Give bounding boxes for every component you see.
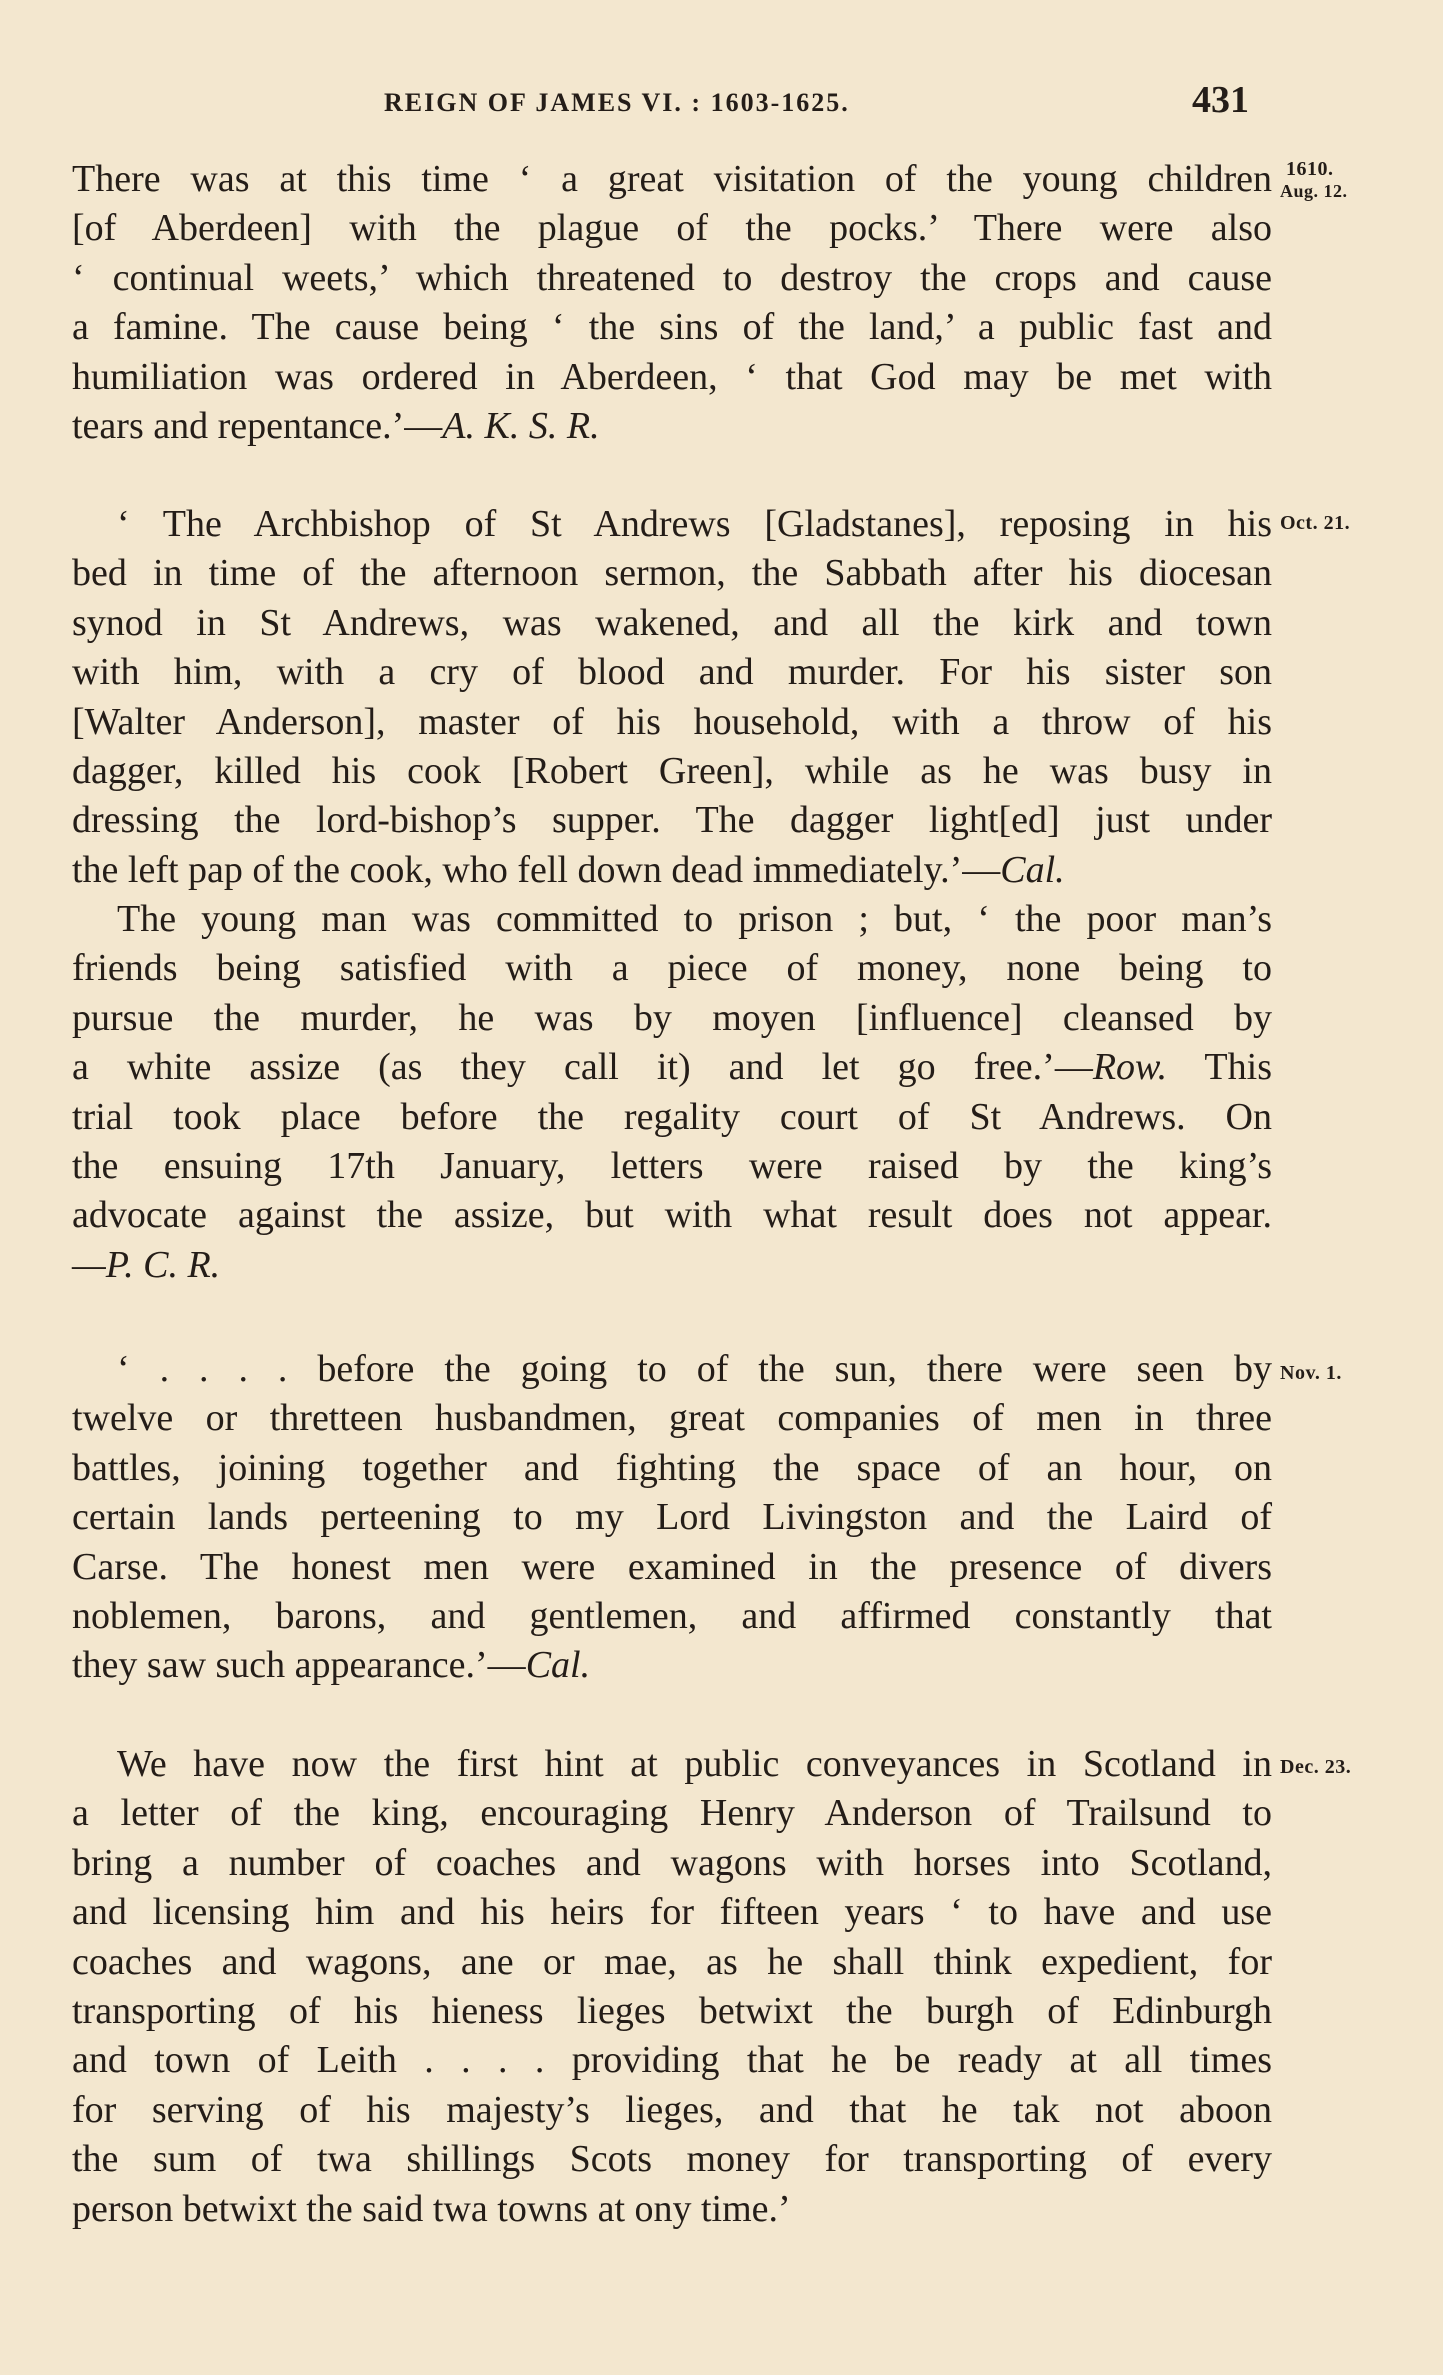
paragraph-4 [72, 1345, 1272, 1691]
source-citation: A. K. S. R. [442, 404, 600, 447]
running-header [72, 78, 1272, 128]
source-citation: Row. [1092, 1046, 1168, 1089]
text-line: a famine. The cause being ‘ the sins of the land,’ a public fast and [72, 306, 1272, 349]
text-line: with him, with a cry of blood and murder. For his sister son [72, 651, 1272, 694]
text-line [72, 1641, 1272, 1690]
text-span: a white assize (as they call it) and let go free.’— [72, 1046, 1093, 1089]
text-line: pursue the murder, he was by moyen [influence] cleansed by [72, 996, 1272, 1039]
text-line: for serving of his majesty’s lieges, and that he tak not aboon [72, 2088, 1272, 2131]
text-line: trial took place before the regality court of St Andrews. On [72, 1095, 1272, 1138]
text-span: they saw such appearance.’— [72, 1644, 526, 1687]
margin-note-aug-12 [1280, 158, 1348, 202]
text-line: and licensing him and his heirs for fifteen years ‘ to have and use [72, 1891, 1272, 1934]
text-line: person betwixt the said twa towns at ony time.’ [72, 2187, 791, 2230]
text-line [72, 402, 1272, 451]
margin-note-date: Oct. 21. [1280, 512, 1351, 534]
text-line: noblemen, barons, and gentlemen, and affirmed constantly that [72, 1594, 1272, 1637]
text-line: We have now the first hint at public conveyances in Scotland in [117, 1743, 1272, 1785]
text-line: bed in time of the afternoon sermon, the Sabbath after his diocesan [72, 552, 1272, 595]
page-number: 431 [1192, 79, 1249, 121]
running-title: REIGN OF JAMES VI. : 1603-1625. [384, 88, 850, 117]
margin-note-nov-1 [1280, 1362, 1342, 1385]
text-line: and town of Leith . . . . providing that he be ready at all times [72, 2039, 1272, 2082]
text-line: certain lands perteening to my Lord Livingston and the Laird of [72, 1496, 1272, 1539]
text-line: dressing the lord-bishop’s supper. The dagger light[ed] just under [72, 799, 1272, 842]
text-line: [of Aberdeen] with the plague of the pocks.’ There were also [72, 207, 1272, 250]
text-line: dagger, killed his cook [Robert Green], while as he was busy in [72, 749, 1272, 792]
paragraph-5 [72, 1740, 1272, 2234]
text-line: transporting of his hieness lieges betwixt the burgh of Edinburgh [72, 1989, 1272, 2032]
margin-note-dec-23 [1280, 1756, 1351, 1779]
text-line: bring a number of coaches and wagons with horses into Scotland, [72, 1841, 1272, 1884]
text-line [72, 846, 1272, 895]
text-line: ‘ continual weets,’ which threatened to destroy the crops and cause [72, 256, 1272, 299]
text-span: This [1167, 1046, 1272, 1089]
text-line [72, 1241, 1272, 1290]
text-line: the ensuing 17th January, letters were raised by the king’s [72, 1144, 1272, 1187]
text-line: friends being satisfied with a piece of money, none being to [72, 947, 1272, 990]
text-line: twelve or thretteen husbandmen, great companies of men in three [72, 1397, 1272, 1440]
text-line: Carse. The honest men were examined in the presence of divers [72, 1545, 1272, 1588]
text-line: ‘ . . . . before the going to of the sun, there were seen by [117, 1348, 1272, 1390]
margin-note-date: Aug. 12. [1280, 181, 1348, 201]
margin-note-oct-21 [1280, 512, 1350, 535]
source-citation: Cal. [1000, 848, 1065, 891]
paragraph-3 [72, 895, 1272, 1290]
text-line: battles, joining together and fighting the space of an hour, on [72, 1446, 1272, 1489]
text-span: tears and repentance.’— [72, 404, 443, 447]
text-line: the sum of twa shillings Scots money for transporting of every [72, 2138, 1272, 2181]
text-span: the left pap of the cook, who fell down dead immediately.’— [72, 848, 1001, 891]
margin-note-date: Dec. 23. [1280, 1756, 1352, 1778]
paragraph-2 [72, 500, 1272, 895]
margin-note-year: 1610. [1286, 158, 1334, 180]
text-line: [Walter Anderson], master of his household, with a throw of his [72, 700, 1272, 743]
text-line: synod in St Andrews, was wakened, and all the kirk and town [72, 601, 1272, 644]
text-line: coaches and wagons, ane or mae, as he shall think expedient, for [72, 1940, 1272, 1983]
text-line [72, 1043, 1272, 1092]
text-line: advocate against the assize, but with what result does not appear. [72, 1194, 1272, 1237]
text-line: humiliation was ordered in Aberdeen, ‘ that God may be met with [72, 355, 1272, 398]
text-line: There was at this time ‘ a great visitation of the young children [72, 158, 1272, 200]
margin-note-date: Nov. 1. [1280, 1362, 1342, 1384]
text-line: ‘ The Archbishop of St Andrews [Gladstanes], reposing in his [117, 503, 1272, 545]
text-line: The young man was committed to prison ; but, ‘ the poor man’s [117, 898, 1272, 940]
text-line: a letter of the king, encouraging Henry Anderson of Trailsund to [72, 1792, 1272, 1835]
source-citation: —P. C. R. [72, 1243, 221, 1286]
paragraph-1 [72, 155, 1272, 451]
source-citation: Cal. [525, 1644, 591, 1687]
